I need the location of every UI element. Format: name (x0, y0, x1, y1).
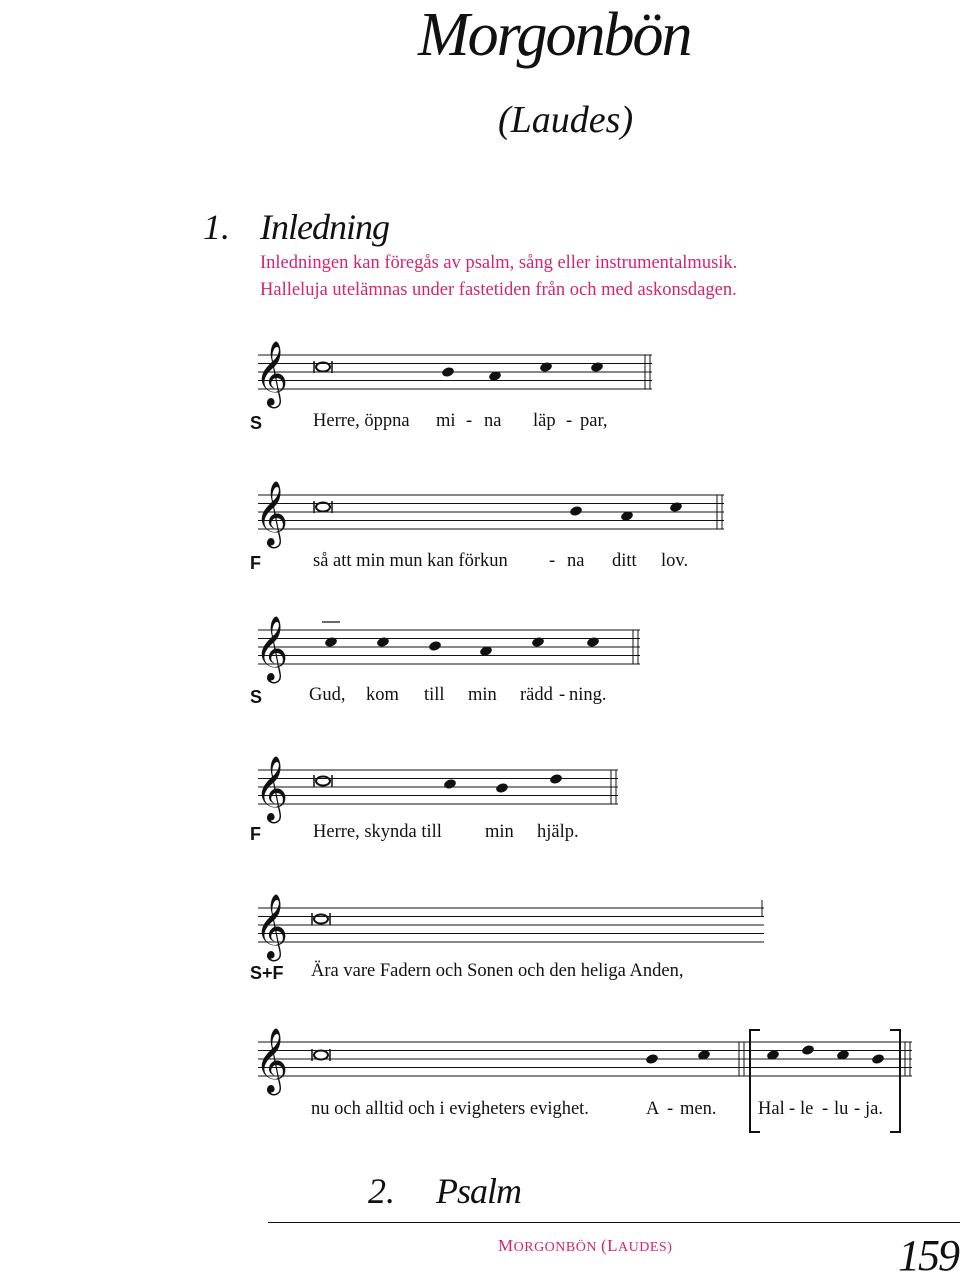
reciting-note (314, 775, 332, 787)
lyric-syllable: mi (436, 411, 456, 431)
lyric-syllable: - (559, 685, 566, 705)
lyric-syllable: så att min mun kan förkun (313, 551, 508, 571)
page-subtitle: (Laudes) (498, 99, 634, 141)
voice-label: F (250, 824, 261, 844)
rubric-line-2: Halleluja utelämnas under fastetiden från och med askonsdagen. (260, 280, 737, 300)
reciting-note (314, 501, 332, 513)
lyric-syllable: men. (680, 1099, 717, 1119)
lyric-syllable: min (468, 685, 497, 705)
note (569, 505, 583, 517)
lyric-syllable: - (822, 1099, 829, 1119)
note (531, 636, 545, 648)
note (539, 361, 553, 373)
voice-label: F (250, 553, 261, 573)
note (586, 636, 600, 648)
lyric-syllable: Herre, skynda till (313, 822, 442, 842)
lyric-syllable: hjälp. (537, 822, 579, 842)
treble-clef-icon: 𝄞 (255, 481, 289, 546)
running-head-cap: M (498, 1236, 514, 1255)
lyric-syllable: le (800, 1099, 814, 1119)
lyric-syllable: rädd (520, 685, 553, 705)
lyric-syllable: kom (366, 685, 399, 705)
staff-4 (258, 770, 618, 804)
running-head-text: ORGONBÖN (513, 1240, 597, 1255)
note (376, 636, 390, 648)
staff-2 (258, 495, 724, 529)
note (495, 782, 509, 794)
reciting-note (312, 913, 330, 925)
note (871, 1053, 885, 1065)
lyric-syllable: - (466, 411, 473, 431)
reciting-note (314, 361, 332, 373)
page-title: Morgonbön (418, 1, 691, 69)
lyric-syllable: nu och alltid och i evigheters evighet. (311, 1099, 589, 1119)
lyric-syllable: Gud, (309, 685, 346, 705)
treble-clef-icon: 𝄞 (255, 341, 289, 406)
voice-label: S (250, 687, 263, 707)
treble-clef-icon: 𝄞 (255, 1028, 289, 1093)
note (590, 361, 604, 373)
lyric-syllable: na (567, 551, 585, 571)
staff-5 (258, 908, 764, 942)
voice-label: S+F (250, 963, 284, 983)
treble-clef-icon: 𝄞 (255, 894, 289, 959)
section-title: Inledning (260, 207, 389, 247)
section-number: 1. (203, 207, 230, 247)
lyric-syllable: Hal (758, 1099, 785, 1119)
lyric-syllable: na (484, 411, 502, 431)
lyric-syllable: min (485, 822, 514, 842)
lyric-syllable: - (667, 1099, 674, 1119)
note (428, 640, 442, 652)
running-head-text: AUDES) (618, 1240, 673, 1255)
staff-6 (258, 1042, 912, 1076)
lyric-syllable: ning. (569, 685, 607, 705)
note (645, 1053, 659, 1065)
rubric-line-1: Inledningen kan föregås av psalm, sång eller instrumentalmusik. (260, 253, 738, 273)
staff-1 (258, 355, 652, 389)
lyric-syllable: par, (580, 411, 608, 431)
lyric-syllable: lu (834, 1099, 849, 1119)
footer-rule (268, 1222, 960, 1223)
note (441, 366, 455, 378)
lyric-syllable: A (646, 1099, 660, 1119)
lyric-syllable: Ära vare Fadern och Sonen och den heliga Anden, (311, 961, 684, 981)
page-number: 159 (898, 1231, 958, 1280)
lyric-syllable: - (566, 411, 573, 431)
note (549, 773, 563, 785)
treble-clef-icon: 𝄞 (255, 756, 289, 821)
lyric-syllable: lov. (661, 551, 689, 571)
lyric-syllable: - (549, 551, 556, 571)
lyric-syllable: ja. (865, 1099, 883, 1119)
voice-label: S (250, 413, 263, 433)
lyric-syllable: - (789, 1099, 796, 1119)
running-head-cap: L (607, 1236, 619, 1255)
note (324, 636, 338, 648)
lyric-syllable: läp (533, 411, 556, 431)
lyric-syllable: - (854, 1099, 861, 1119)
lyric-syllable: Herre, öppna (313, 411, 410, 431)
staff-3 (258, 630, 640, 664)
section-2-title: Psalm (436, 1171, 521, 1211)
treble-clef-icon: 𝄞 (255, 616, 289, 681)
section-2-number: 2. (368, 1171, 395, 1211)
note (443, 778, 457, 790)
note (669, 501, 683, 513)
running-head (498, 1236, 672, 1256)
running-head-paren: ( (600, 1236, 608, 1255)
lyric-syllable: till (424, 685, 445, 705)
lyric-syllable: ditt (612, 551, 637, 571)
note (801, 1044, 815, 1056)
